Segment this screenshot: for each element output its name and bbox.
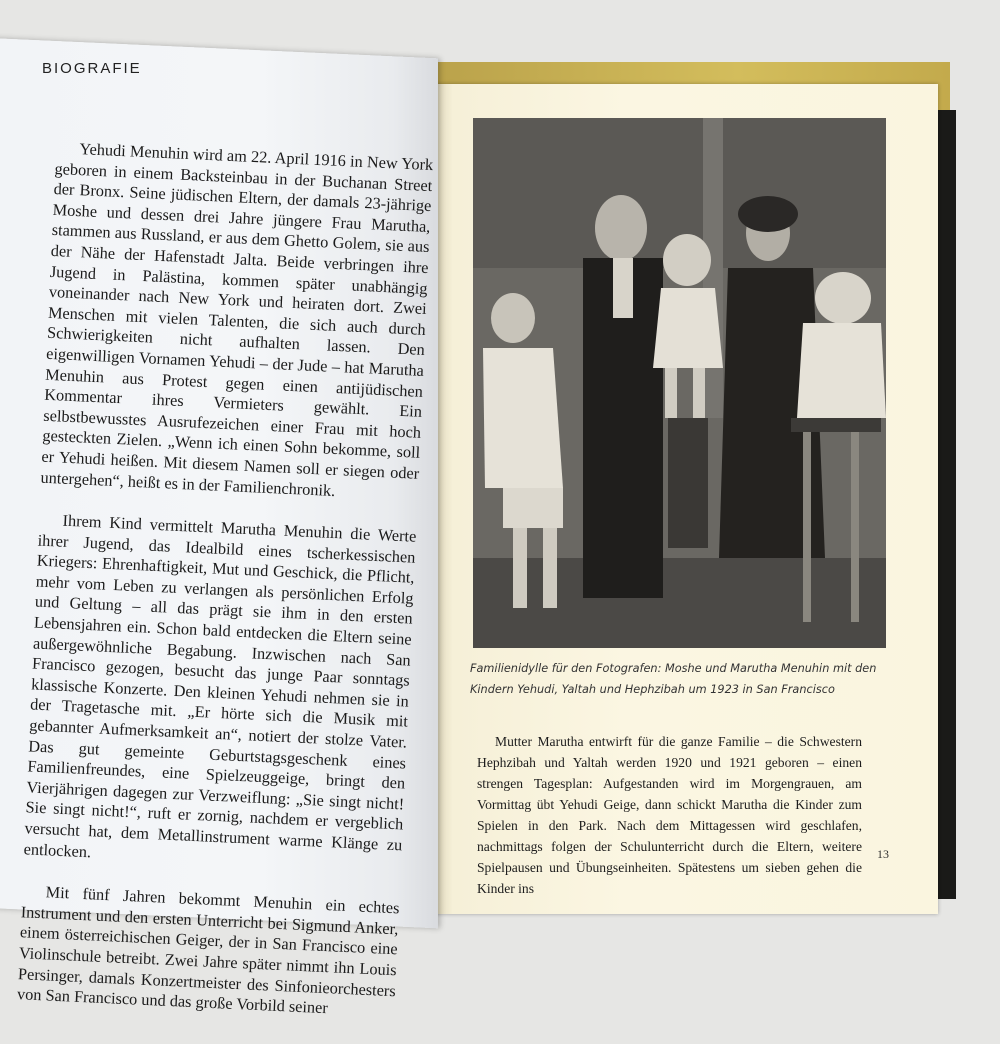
section-header: BIOGRAFIE (42, 60, 142, 77)
paragraph-first-lessons: Mit fünf Jahren bekommt Menuhin ein echtes Instrument und den ersten Unterricht bei Sigmund Anker, einem österreichischen Geiger, der in San Francisco eine Violinschule betreibt. Zwei Jahre später nimmt ihn Louis Persinger, damals Konzertmeister des Sinfonieorchesters von San Francisco und das große Vorbild seiner (16, 882, 400, 1018)
left-page-text (16, 138, 434, 1044)
paragraph-upbringing: Ihrem Kind vermittelt Marutha Menuhin die Werte ihrer Jugend, das Idealbild eines tscherkessischen Kriegers: Ehrenhaftigkeit, Mut und Geschick, die Pflicht, mehr vom Leben zu verlangen als persönlichen Erfolg und Geltung – all das prägt sie ihm in den ersten Lebensjahren ein. Schon bald entdecken die Eltern seine außergewöhnliche Begabung. Inzwischen nach San Francisco gezogen, besucht das junge Paar sonntags klassische Konzerte. Den kleinen Yehudi nehmen sie in der Tragetasche mit. „Er hörte sich die Musik mit gebannter Aufmerksamkeit an“, notiert der stolze Vater. Das gut gemeinte Geburtstagsgeschenk eines Familienfreundes, eine Spielzeuggeige, bringt den Vierjährigen dagegen zur Verzweiflung: „Sie singt nicht! Sie singt nicht!“, ruft er zornig, nachdem er vergeblich versucht hat, dem Metallinstrument warme Klänge zu entlocken. (23, 510, 417, 861)
page-number: 13 (877, 847, 889, 861)
right-page-paragraph: Mutter Marutha entwirft für die ganze Familie – die Schwestern Hephzibah und Yaltah werden 1920 und 1921 geboren – einen strengen Tagesplan: Aufgestanden wird im Morgengrauen, am Vormittag übt Yehudi Geige, dann schickt Marutha die Kinder zum Spielen in den Park. Nach dem Mittagessen wird geschlafen, nachmittags folgen der Schulunterricht durch die Eltern, weitere Spielpausen und Übungseinheiten. Spätestens um sieben gehen die Kinder ins (477, 734, 862, 896)
photo-caption: Familienidylle für den Fotografen: Moshe und Marutha Menuhin mit den Kindern Yehudi, Yaltah und Hephzibah um 1923 in San Francisco (470, 662, 877, 696)
paragraph-birth: Yehudi Menuhin wird am 22. April 1916 in New York geboren in einem Backsteinbau in der Buchanan Street der Bronx. Seine jüdischen Eltern, der damals 23-jährige Moshe und dessen drei Jahre jüngere Frau Marutha, stammen aus Russland, er aus dem Ghetto Golem, sie aus der Nähe der Hafenstadt Jalta. Beide verbringen ihre Jugend in Palästina, kommen später unabhängig voneinander nach New York und heiraten dort. Zwei Menschen mit vielen Talenten, die sich auch durch Schwierigkeiten nicht aufhalten lassen. Den eigenwilligen Vornamen Yehudi – der Jude – hat Marutha Menuhin aus Protest gegen einen antijüdischen Kommentar ihres Vermieters gewählt. Ein selbstbewusstes Ausrufezeichen einer Frau mit hoch gesteckten Zielen. „Wenn ich einen Sohn bekomme, soll er Yehudi heißen. Mit diesem Namen soll er siegen oder untergehen“, heißt es in der Familienchronik. (40, 139, 434, 500)
family-photo (473, 118, 886, 648)
family-photo-illustration (473, 118, 886, 648)
